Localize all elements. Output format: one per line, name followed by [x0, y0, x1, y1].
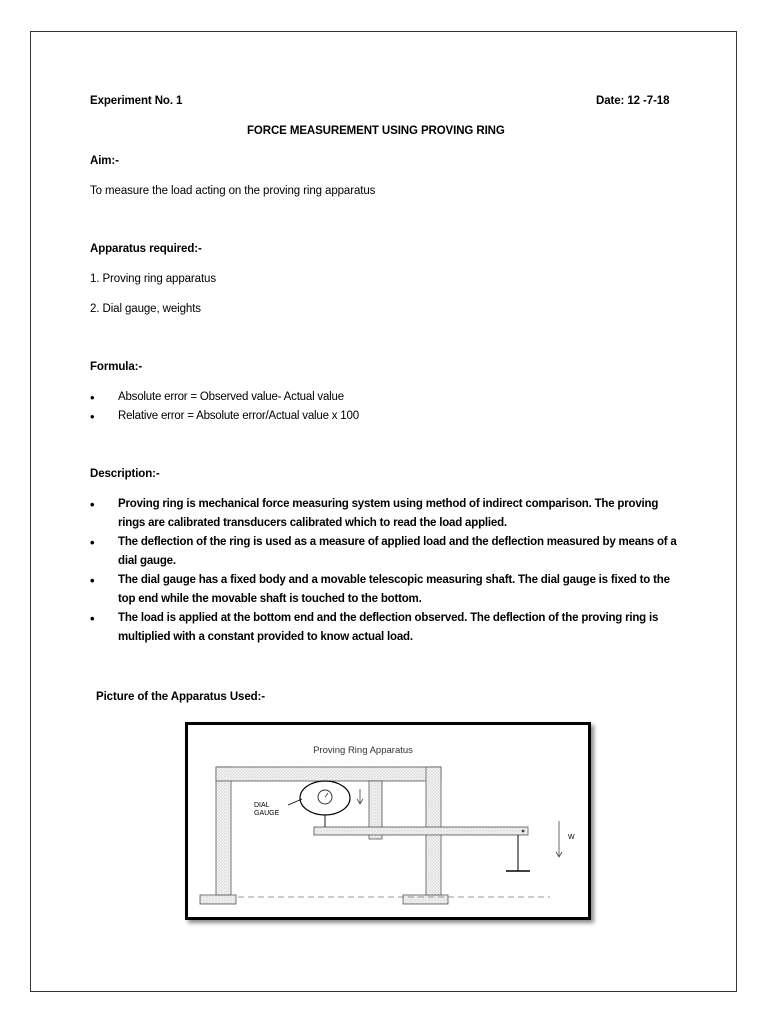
figure-title: Proving Ring Apparatus	[313, 745, 413, 756]
base-plate-left	[200, 895, 236, 904]
description-item: • The dial gauge has a fixed body and a movable telescopic measuring shaft. The dial gauge is fixed to the top end while the movable shaft is touched to the bottom.	[118, 571, 678, 609]
aim-text: To measure the load acting on the proving ring apparatus	[90, 185, 376, 197]
apparatus-heading: Apparatus required:-	[90, 243, 202, 255]
description-item: • Proving ring is mechanical force measuring system using method of indirect comparison. The proving rings are calibrated transducers calibrated which to read the load applied.	[118, 495, 678, 533]
apparatus-figure	[185, 722, 591, 920]
base-plate-right	[403, 895, 448, 904]
dial-gauge-label-line1: DIAL	[254, 802, 270, 809]
experiment-date: Date: 12 -7-18	[596, 95, 670, 107]
document-title: FORCE MEASUREMENT USING PROVING RING	[247, 125, 505, 137]
description-item: • The load is applied at the bottom end and the deflection observed. The deflection of the proving ring is multiplied with a constant provided to know actual load.	[118, 609, 678, 647]
apparatus-item: 2. Dial gauge, weights	[90, 303, 201, 315]
formula-item: • Absolute error = Observed value- Actual value	[118, 388, 678, 407]
formula-item: • Relative error = Absolute error/Actual value x 100	[118, 407, 678, 426]
picture-heading: Picture of the Apparatus Used:-	[96, 691, 265, 703]
experiment-number: Experiment No. 1	[90, 95, 183, 107]
aim-heading: Aim:-	[90, 155, 119, 167]
frame-left-leg	[216, 767, 231, 895]
dial-gauge-label-line2: GAUGE	[254, 810, 280, 817]
frame-top-beam	[216, 767, 441, 781]
apparatus-item: 1. Proving ring apparatus	[90, 273, 216, 285]
description-item: • The deflection of the ring is used as a measure of applied load and the deflection measured by means of a dial gauge.	[118, 533, 678, 571]
formula-heading: Formula:-	[90, 361, 143, 373]
description-heading: Description:-	[90, 468, 160, 480]
lever-arm	[314, 827, 528, 835]
load-label: W	[568, 834, 575, 841]
apparatus-diagram	[188, 725, 588, 917]
